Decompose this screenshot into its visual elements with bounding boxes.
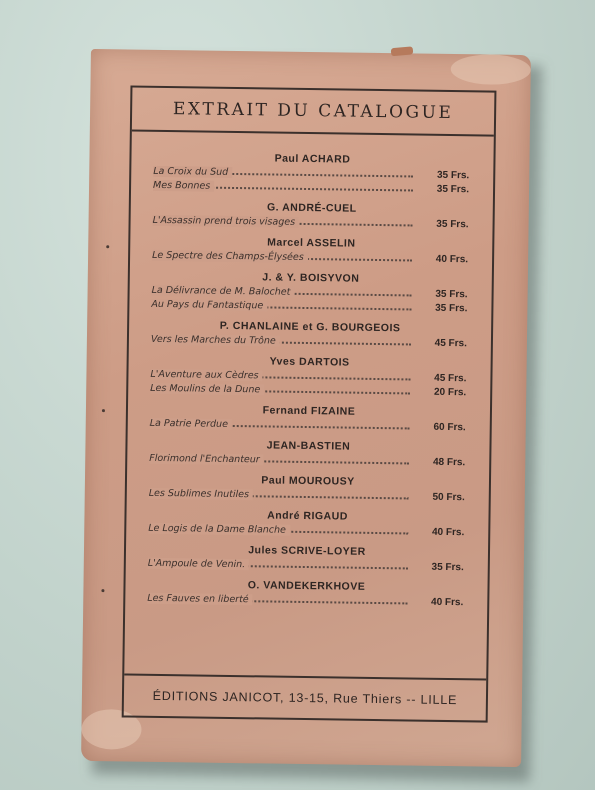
author-name: Paul ACHARD [274, 152, 351, 166]
catalogue-frame [122, 86, 497, 723]
author-name: Fernand FIZAINE [262, 404, 356, 418]
book-price: 60 Frs. [433, 421, 466, 434]
book-price: 35 Frs. [435, 288, 468, 301]
book-price: 40 Frs. [431, 526, 465, 539]
book-title: La Patrie Perdue [150, 418, 232, 430]
book-price: 20 Frs. [433, 386, 467, 399]
publisher-address: ÉDITIONS JANICOT, 13-15, Rue Thiers -- LILLE [152, 688, 458, 708]
book-title: Le Spectre des Champs-Élysées [152, 250, 308, 263]
book-price: 35 Frs. [436, 169, 470, 182]
book-price: 35 Frs. [436, 218, 469, 231]
author-name: J. & Y. BOISYVON [262, 271, 360, 285]
catalogue-title: EXTRAIT DU CATALOGUE [172, 99, 454, 124]
author-name: G. ANDRÉ-CUEL [266, 201, 357, 215]
book-title: L'Assassin prend trois visages [153, 215, 300, 228]
book-back-cover [81, 49, 531, 767]
author-name: Jules SCRIVE-LOYER [248, 544, 366, 558]
author-name: Marcel ASSELIN [267, 236, 356, 250]
book-price: 50 Frs. [432, 491, 465, 504]
book-price: 35 Frs. [431, 561, 464, 574]
publisher-footer [124, 673, 487, 720]
book-price: 48 Frs. [432, 456, 466, 469]
book-title: Les Sublimes Inutiles [149, 488, 253, 500]
book-price: 35 Frs. [435, 302, 468, 315]
cover-wear [451, 54, 531, 85]
book-price: 40 Frs. [435, 253, 469, 266]
book-title: Les Fauves en liberté [147, 593, 253, 605]
book-price: 45 Frs. [434, 372, 467, 385]
author-name: Paul MOUROUSY [261, 474, 355, 488]
author-name: Yves DARTOIS [269, 355, 350, 369]
book-title: Le Logis de la Dame Blanche [148, 523, 290, 536]
book-title: L'Aventure aux Cèdres [150, 369, 262, 382]
book-title: Florimond l'Enchanteur [149, 453, 264, 466]
cover-tear [391, 46, 414, 56]
book-title: Vers les Marches du Trône [151, 334, 280, 347]
author-name: André RIGAUD [267, 509, 348, 523]
book-price: 40 Frs. [430, 596, 464, 609]
spot [101, 589, 104, 592]
book-title: La Croix du Sud [153, 166, 232, 178]
book-price: 35 Frs. [436, 183, 470, 196]
book-title: Au Pays du Fantastique [151, 299, 267, 312]
catalogue-list [125, 150, 493, 617]
author-name: P. CHANLAINE et G. BOURGEOIS [219, 319, 401, 335]
spot [106, 245, 109, 248]
book-title: L'Ampoule de Venin. [148, 558, 250, 570]
book-title: Mes Bonnes [153, 180, 214, 192]
author-name: O. VANDEKERKHOVE [247, 579, 366, 593]
author-name: JEAN-BASTIEN [266, 439, 351, 453]
book-price: 45 Frs. [434, 337, 467, 350]
catalogue-header [132, 88, 495, 137]
book-title: Les Moulins de la Dune [150, 383, 264, 396]
book-title: La Délivrance de M. Balochet [152, 285, 295, 298]
spot [102, 409, 105, 412]
